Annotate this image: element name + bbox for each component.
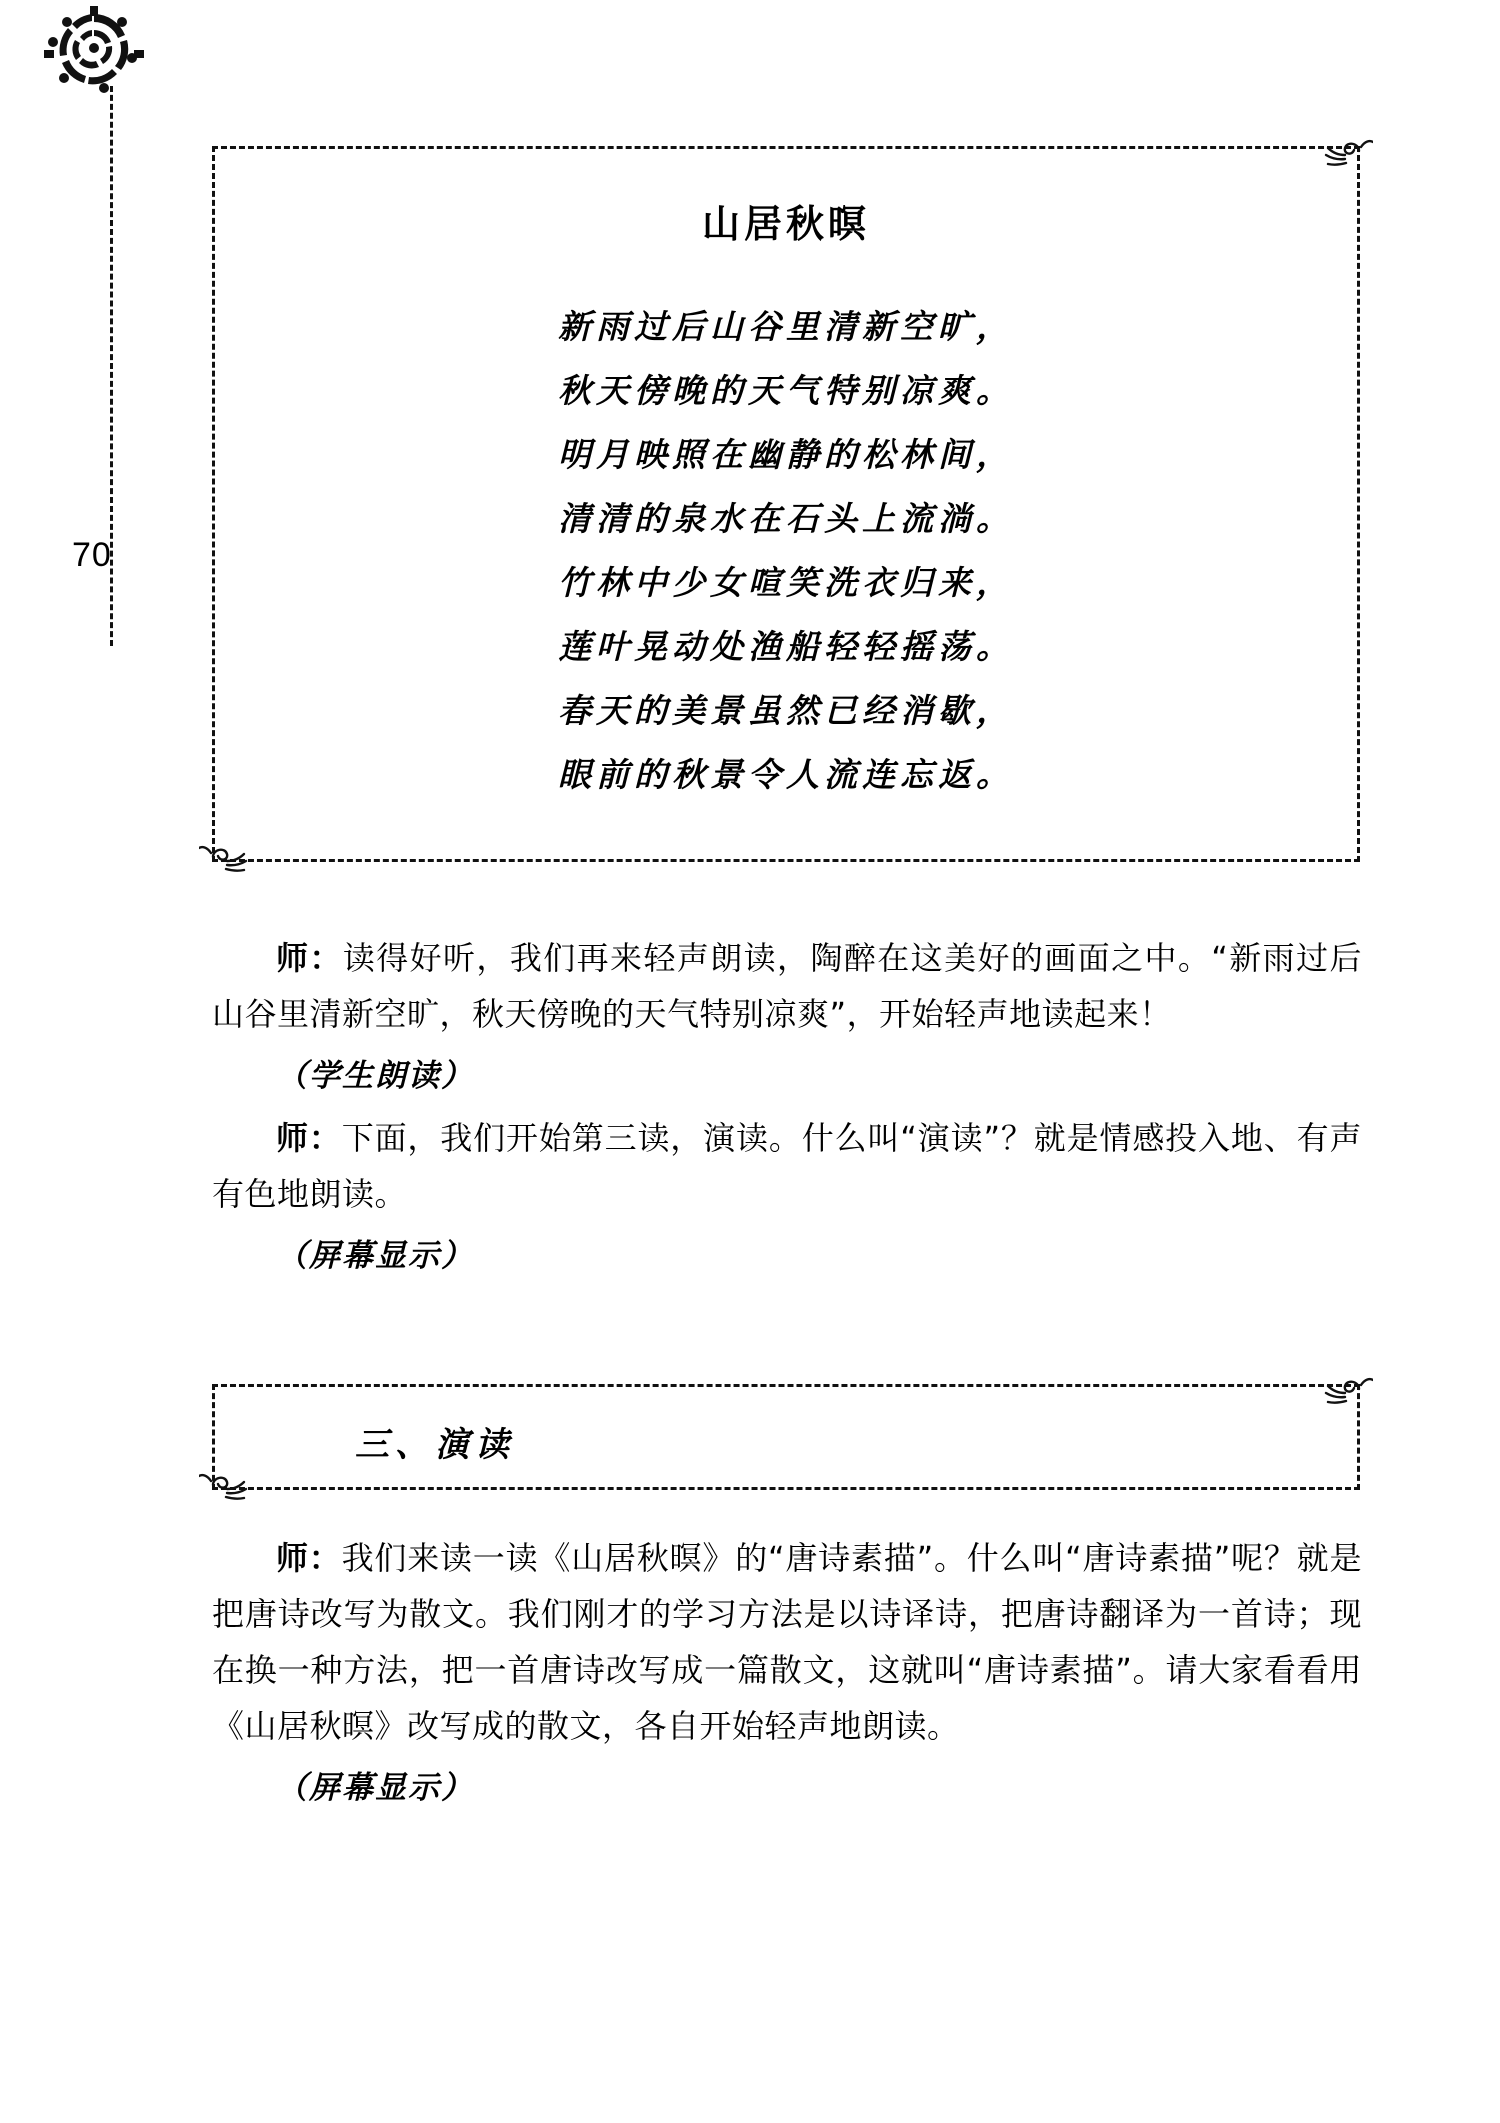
- poem-line: 清清的泉水在石头上流淌。: [558, 502, 1014, 538]
- stage-direction: （学生朗读）: [276, 1058, 474, 1093]
- transcript-paragraph: [212, 930, 1362, 1042]
- speech-text: 我们来读一读《山居秋暝》的“唐诗素描”。什么叫“唐诗素描”呢？就是把唐诗改写为散文。我们刚才的学习方法是以诗译诗，把唐诗翻译为一首诗；现在换一种方法，把一首唐诗改写成一篇散文，这就叫“唐诗素描”。请大家看看用《山居秋暝》改写成的散文，各自开始轻声地朗读。: [212, 1539, 1362, 1745]
- transcript-paragraph: [212, 1110, 1362, 1222]
- stage-direction: （屏幕显示）: [276, 1238, 474, 1273]
- scroll-corner-flourish-icon: [1299, 129, 1373, 171]
- page-number: 70: [72, 536, 112, 574]
- scroll-corner-flourish-icon: [199, 1465, 273, 1507]
- stage-direction: （屏幕显示）: [276, 1770, 474, 1805]
- section-heading-box: [212, 1384, 1360, 1490]
- section-heading-text: 三、演读: [355, 1427, 515, 1464]
- speaker-label: 师：: [276, 1539, 342, 1577]
- poem-line: 新雨过后山谷里清新空旷，: [558, 310, 1014, 346]
- poem-line: 眼前的秋景令人流连忘返。: [558, 758, 1014, 794]
- scroll-corner-flourish-icon: [1299, 1367, 1373, 1409]
- speaker-label: 师：: [276, 1119, 342, 1157]
- scroll-corner-flourish-icon: [199, 837, 273, 879]
- poem-line: 莲叶晃动处渔船轻轻摇荡。: [558, 630, 1014, 666]
- transcript-paragraph: [212, 1530, 1362, 1754]
- transcript-block-upper: [212, 930, 1362, 1290]
- speech-text: 读得好听，我们再来轻声朗读，陶醉在这美好的画面之中。“新雨过后山谷里清新空旷，秋天傍晚的天气特别凉爽”，开始轻声地读起来！: [212, 939, 1362, 1033]
- poem-line: 秋天傍晚的天气特别凉爽。: [558, 374, 1014, 410]
- speaker-label: 师：: [276, 939, 343, 977]
- poem-title: 山居秋暝: [701, 202, 870, 246]
- speech-text: 下面，我们开始第三读，演读。什么叫“演读”？就是情感投入地、有声有色地朗读。: [212, 1119, 1362, 1213]
- poem-line: 明月映照在幽静的松林间，: [558, 438, 1014, 474]
- transcript-block-lower: [212, 1530, 1362, 1822]
- floral-medallion-ornament: [44, 6, 144, 94]
- poem-body: [215, 296, 1357, 808]
- poem-line: 竹林中少女喧笑洗衣归来，: [558, 566, 1014, 602]
- poem-line: 春天的美景虽然已经消歇，: [558, 694, 1014, 730]
- poem-display-box: [212, 146, 1360, 862]
